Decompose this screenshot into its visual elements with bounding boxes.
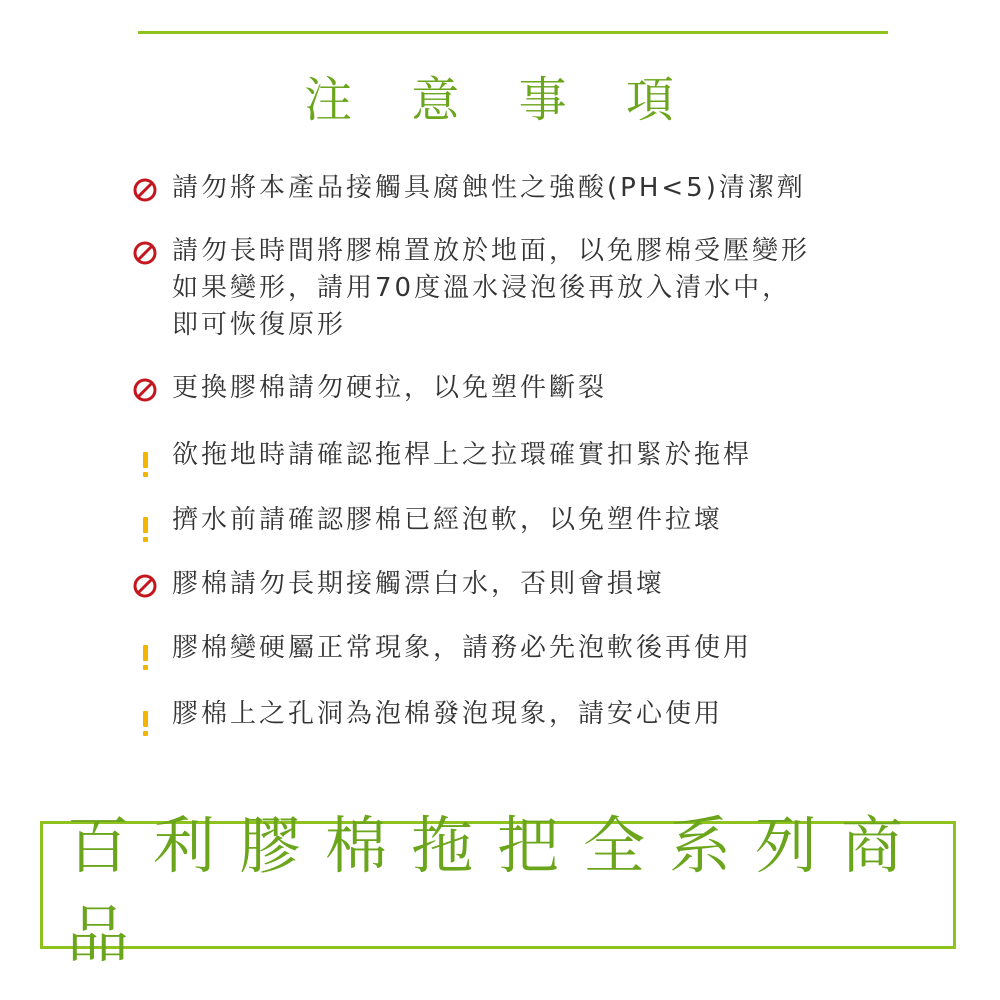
notice-text: 膠棉變硬屬正常現象，請務必先泡軟後再使用: [172, 633, 753, 663]
list-item: [132, 233, 892, 344]
notice-text: 請勿長時間將膠棉置放於地面，以免膠棉受壓變形: [172, 236, 811, 266]
notice-text: 膠棉上之孔洞為泡棉發泡現象，請安心使用: [172, 699, 724, 729]
list-item: [132, 437, 892, 474]
prohibited-icon: [132, 177, 158, 203]
warning-icon: [132, 637, 158, 663]
list-item: [132, 502, 892, 539]
product-banner: [40, 809, 956, 971]
notice-text: 膠棉請勿長期接觸漂白水，否則會損壞: [172, 569, 666, 599]
prohibited-icon: [132, 573, 158, 599]
notice-text: 更換膠棉請勿硬拉，以免塑件斷裂: [172, 373, 608, 403]
prohibited-icon: [132, 377, 158, 403]
notice-text: 如果變形，請用70度溫水浸泡後再放入清水中，: [172, 273, 792, 303]
warning-icon: [132, 444, 158, 470]
notice-text: 請勿將本產品接觸具腐蝕性之強酸(PH<5)清潔劑: [172, 173, 806, 203]
notice-text: 擠水前請確認膠棉已經泡軟，以免塑件拉壞: [172, 505, 724, 535]
notice-text: 即可恢復原形: [172, 310, 347, 340]
list-item: [132, 170, 892, 207]
prohibited-icon: [132, 240, 158, 266]
banner-text: 百利膠棉拖把全系列商品: [67, 809, 928, 971]
warning-icon: [132, 509, 158, 535]
list-item: [132, 630, 892, 667]
notice-text: 欲拖地時請確認拖桿上之拉環確實扣緊於拖桿: [172, 440, 753, 470]
list-item: [132, 696, 892, 733]
warning-icon: [132, 703, 158, 729]
list-item: [132, 370, 892, 407]
notice-title: 注 意 事 項: [304, 72, 696, 128]
list-item: [132, 566, 892, 603]
